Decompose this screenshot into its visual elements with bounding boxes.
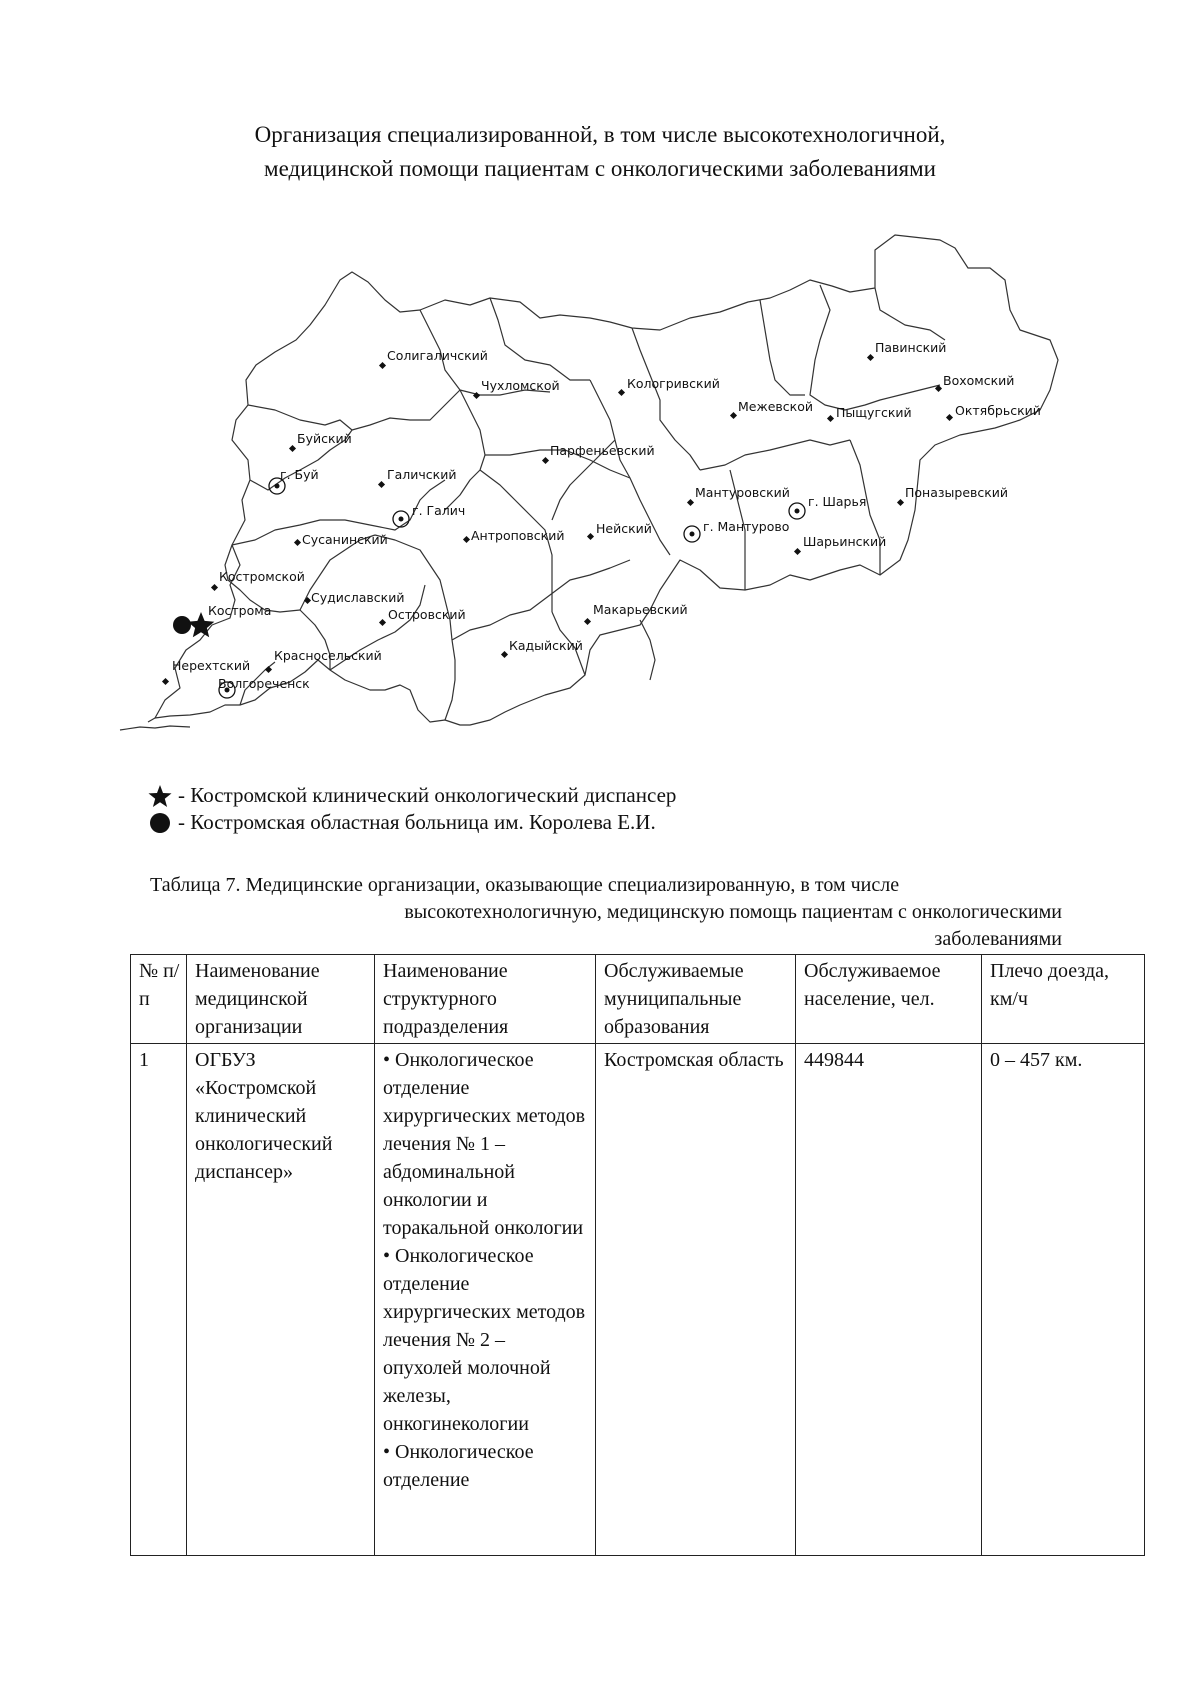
legend-text-dispensary: - Костромской клинический онкологический диспансер <box>178 783 677 807</box>
table-caption <box>150 872 1062 953</box>
cell-population: 449844 <box>796 1044 982 1556</box>
legend-item-hospital <box>148 809 676 836</box>
circle-icon <box>148 811 172 835</box>
map-label-parfenyevo: Парфеньевский <box>550 443 655 458</box>
header-distance: Плечо доезда, км/ч <box>982 955 1145 1044</box>
cell-num: 1 <box>131 1044 187 1556</box>
map-label-manturovo-district: Мантуровский <box>695 485 790 500</box>
map-label-sharya-district: Шарьинский <box>803 534 887 549</box>
map-label-antropovo: Антроповский <box>471 528 565 543</box>
organizations-table <box>130 954 1145 1556</box>
map-label-soligalich: Солигаличский <box>387 348 488 363</box>
cell-distance: 0 – 457 км. <box>982 1044 1145 1556</box>
map-label-city-sharya: г. Шарья <box>808 494 867 509</box>
map-label-ponazyrevo: Поназыревский <box>905 485 1009 500</box>
map-label-oktyabrsky: Октябрьский <box>955 403 1041 418</box>
city-markers <box>219 478 805 698</box>
map-label-city-volgorechensk: Волгореченск <box>218 676 310 691</box>
title-line-1: Организация специализированной, в том числе высокотехнологичной, <box>254 122 946 147</box>
map-label-city-kostroma: Кострома <box>208 603 272 618</box>
hospital-circle-icon <box>173 616 191 634</box>
map-label-ostrovskoe: Островский <box>388 607 466 622</box>
legend-text-hospital: - Костромская областная больница им. Королева Е.И. <box>178 810 656 834</box>
map-label-pavino: Павинский <box>875 340 947 355</box>
table-row <box>131 1044 1145 1556</box>
map-label-city-buy: г. Буй <box>280 467 319 482</box>
table-caption-line-3: заболеваниями <box>934 928 1062 950</box>
table-caption-line-1: Таблица 7. Медицинские организации, оказывающие специализированную, в том числе <box>150 874 900 896</box>
table-header-row <box>131 955 1145 1044</box>
map-label-kadyy: Кадыйский <box>509 638 583 653</box>
map-label-neya: Нейский <box>596 521 652 536</box>
map-label-susanino: Сусанинский <box>302 532 388 547</box>
map-label-mezha: Межевской <box>738 399 813 414</box>
map-legend <box>148 782 676 836</box>
map-label-city-galich: г. Галич <box>412 503 466 518</box>
map-label-chukhloma: Чухломской <box>481 378 560 393</box>
map-label-nerekhta: Нерехтский <box>172 658 251 673</box>
cell-org: ОГБУЗ «Костромской клинический онкологический диспансер» <box>187 1044 375 1556</box>
region-map <box>0 0 1200 760</box>
cell-municipalities: Костромская область <box>596 1044 796 1556</box>
map-label-krasnoe: Красносельский <box>274 648 382 663</box>
map-label-sudislavl: Судиславский <box>311 590 405 605</box>
header-municipalities: Обслуживаемые муниципальные образования <box>596 955 796 1044</box>
map-label-buy-district: Буйский <box>297 431 352 446</box>
map-label-kologriv: Кологривский <box>627 376 720 391</box>
header-subdivision: Наименование структурного подразделения <box>375 955 596 1044</box>
map-label-galich-district: Галичский <box>387 467 457 482</box>
district-markers <box>162 354 953 685</box>
map-label-vokhma: Вохомский <box>943 373 1015 388</box>
title-line-2: медицинской помощи пациентам с онкологическими заболеваниями <box>264 156 936 181</box>
header-org: Наименование медицинской организации <box>187 955 375 1044</box>
legend-item-dispensary <box>148 782 676 809</box>
header-num: № п/п <box>131 955 187 1044</box>
map-label-kostroma-district: Костромской <box>219 569 305 584</box>
star-icon <box>148 784 172 808</box>
table-caption-line-2: высокотехнологичную, медицинскую помощь пациентам с онкологическими <box>404 901 1062 923</box>
header-population: Обслуживаемое население, чел. <box>796 955 982 1044</box>
subdivision-item: • Онкологическое отделение хирургических методов лечения № 2 – опухолей молочной железы, онкогинекологии <box>383 1245 586 1435</box>
map-label-makaryev: Макарьевский <box>593 602 688 617</box>
cell-subdivision <box>375 1044 596 1556</box>
subdivision-item: • Онкологическое отделение хирургических методов лечения № 1 – абдоминальной онкологии и торакальной онкологии <box>383 1049 586 1239</box>
map-label-city-manturovo: г. Мантурово <box>703 519 790 534</box>
map-label-pyshchug: Пыщугский <box>836 405 912 420</box>
subdivision-item: • Онкологическое отделение <box>383 1441 534 1491</box>
